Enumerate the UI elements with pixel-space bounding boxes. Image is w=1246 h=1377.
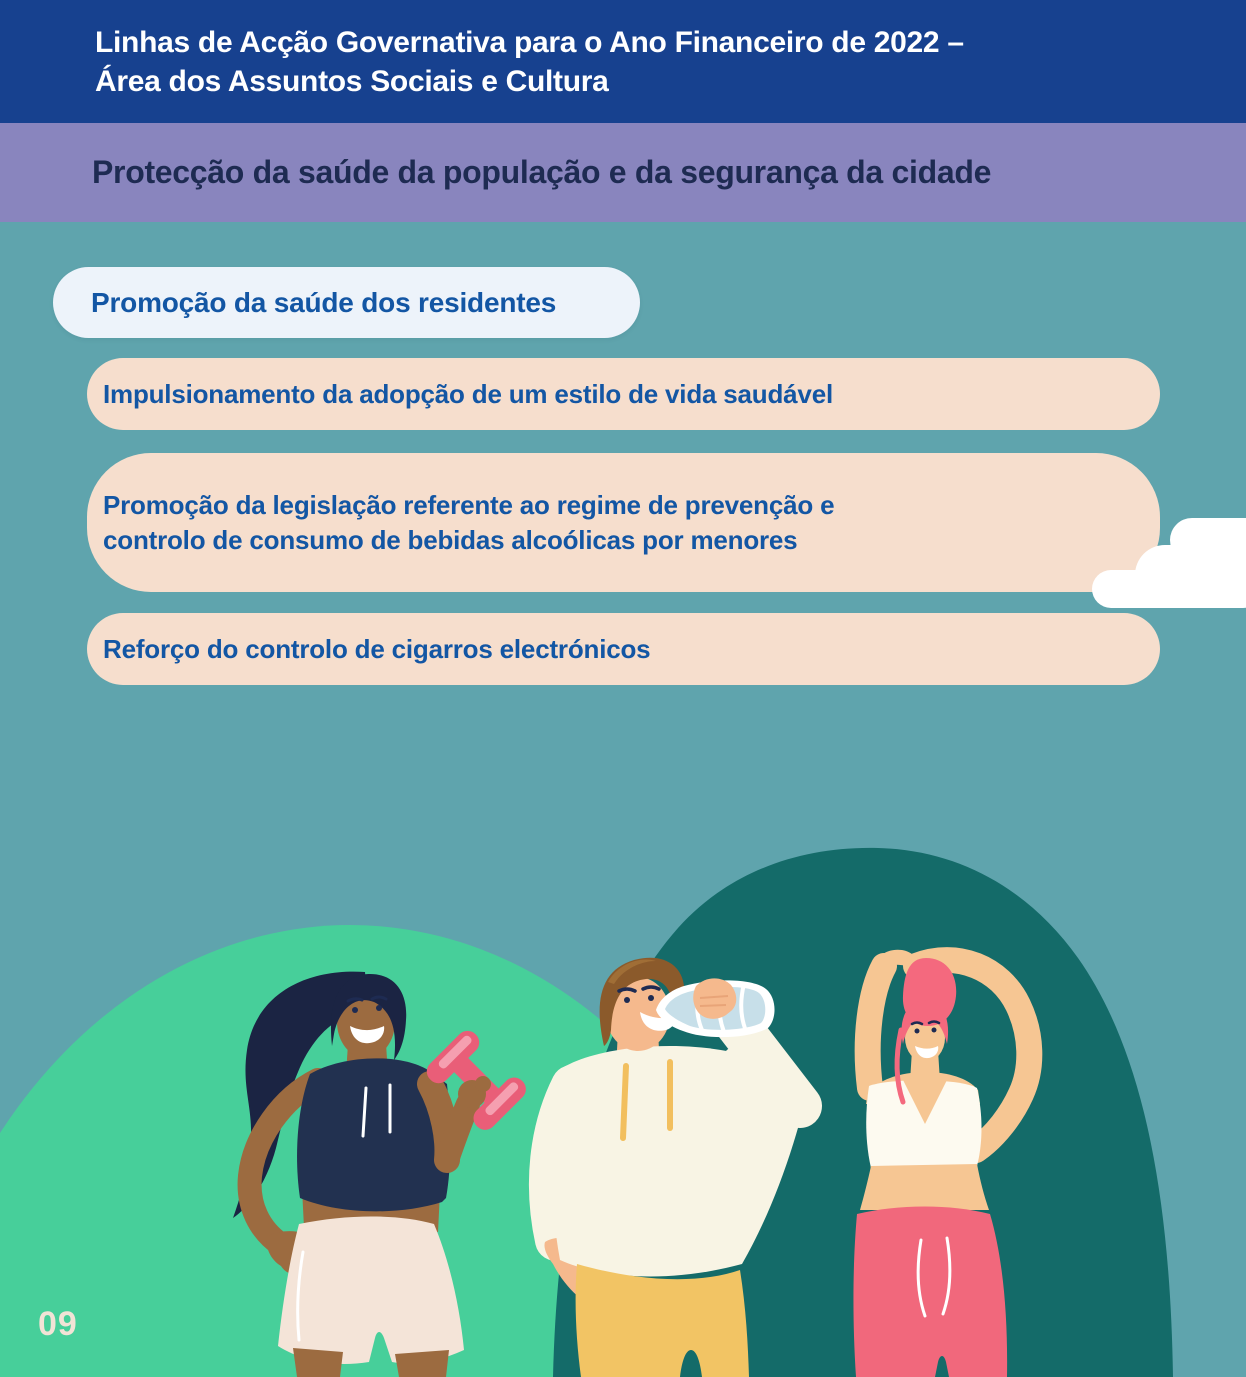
brow-left bbox=[619, 989, 635, 991]
left-leg bbox=[293, 1348, 343, 1377]
eye-left bbox=[352, 1007, 358, 1013]
measure-2-text-line1: Promoção da legislação referente ao regime de prevenção e bbox=[103, 489, 835, 520]
leggings bbox=[853, 1207, 1007, 1377]
header-title-line2: Área dos Assuntos Sociais e Cultura bbox=[95, 64, 609, 98]
eye-right bbox=[376, 1005, 382, 1011]
measure-3-text: Reforço do controlo de cigarros electrónicos bbox=[103, 633, 651, 664]
right-leg bbox=[395, 1350, 449, 1377]
eye-left bbox=[624, 997, 630, 1003]
eye-right bbox=[648, 995, 654, 1001]
shorts bbox=[278, 1217, 464, 1365]
midriff bbox=[860, 1164, 989, 1210]
measure-2-text-line2: controlo de consumo de bebidas alcoólicas por menores bbox=[103, 524, 798, 555]
header-title-line1: Linhas de Acção Governativa para o Ano Financeiro de 2022 – bbox=[95, 25, 964, 59]
brow-right bbox=[643, 987, 659, 989]
subheader-title: Protecção da saúde da população e da segurança da cidade bbox=[92, 154, 992, 190]
measure-1-text: Impulsionamento da adopção de um estilo de vida saudável bbox=[103, 378, 833, 409]
header-bar bbox=[0, 0, 1246, 123]
shorts bbox=[576, 1264, 749, 1377]
section-pill-label: Promoção da saúde dos residentes bbox=[91, 286, 557, 318]
measure-card-2 bbox=[87, 453, 1160, 592]
section-pill bbox=[53, 267, 640, 338]
eye-left bbox=[915, 1029, 920, 1034]
eye-right bbox=[932, 1028, 937, 1033]
subheader-bar bbox=[0, 123, 1246, 222]
knuckles bbox=[475, 1076, 491, 1092]
page-number: 09 bbox=[38, 1305, 78, 1343]
measure-card-3 bbox=[87, 613, 1160, 685]
drawstring-left bbox=[623, 1066, 626, 1138]
measure-card-1 bbox=[87, 358, 1160, 430]
finger-line2 bbox=[700, 1005, 726, 1006]
cloud-lobe-bottom bbox=[1092, 570, 1246, 608]
